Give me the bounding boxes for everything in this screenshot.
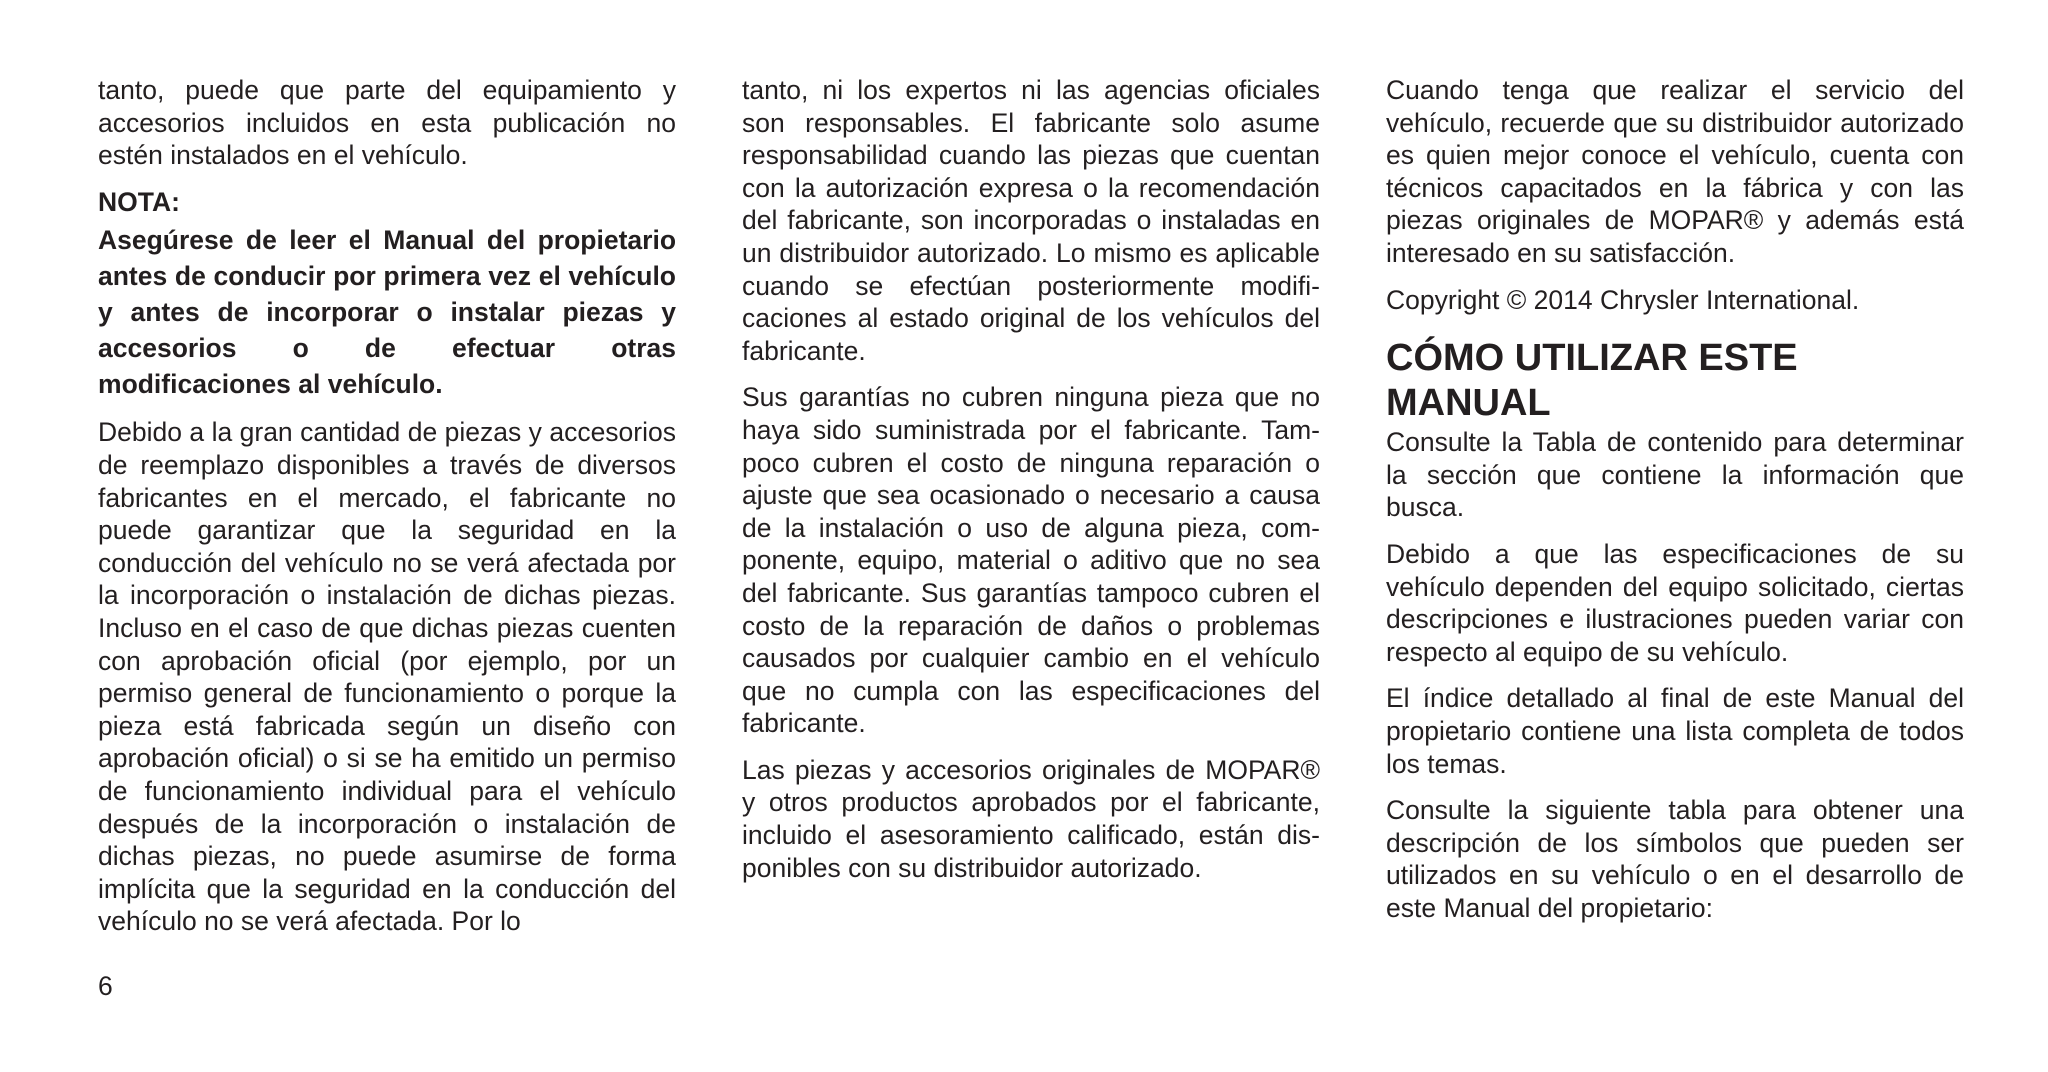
symbols-paragraph: Consulte la siguiente tabla para obtener una descripción de los símbolos que pueden ser utilizados en su vehículo o en el desarrollo de este Manual del propietario: <box>1386 795 1964 923</box>
table-of-contents-paragraph: Consulte la Tabla de contenido para determinar la sección que contiene la información que busca. <box>1386 427 1964 523</box>
manufacturer-responsibility-paragraph: tanto, ni los expertos ni las agencias oficiales son responsables. El fabricante solo asume responsabilidad cuando las piezas que cuentan con la autorización expresa o la recomendación del fabricante, son incorporadas o instaladas en un distribuidor autorizado. Lo mismo es aplicable cuando se efectúan posteriormente modificaciones al estado original de los vehículos del fabricante. <box>742 75 1320 366</box>
aftermarket-parts-paragraph: Debido a la gran cantidad de piezas y accesorios de reemplazo disponibles a través de diversos fabricantes en el mercado, el fabricante no puede garantizar que la seguridad en la conducción del vehículo no se verá afectada por la incorporación o instalación de dichas piezas. Incluso en el caso de que dichas piezas cuenten con aprobación oficial (por ejemplo, por un permiso general de funcionamiento o porque la pieza está fabricada según un diseño con aprobación oficial) o si se ha emitido un permiso de funcionamiento individual para el vehículo después de la incorporación o instalación de dichas piezas, no puede asumirse de forma implícita que la seguridad en la conducción del vehículo no se verá afectada. Por lo <box>98 417 676 937</box>
specifications-paragraph: Debido a que las especificaciones de su vehículo dependen del equipo solicitado, ciertas descripciones e ilustraciones pueden variar con respecto al equipo de su vehículo. <box>1386 538 1964 667</box>
copyright-notice: Copyright © 2014 Chrysler International. <box>1386 284 1860 315</box>
text-column-right <box>1386 74 1964 924</box>
intro-paragraph: tanto, puede que parte del equipamiento y accesorios incluidos en esta publicación no estén instalados en el vehículo. <box>98 75 676 171</box>
note-body: Asegúrese de leer el Manual del propietario antes de conducir por primera vez el vehículo y antes de incorporar o instalar piezas y accesorios o de efectuar otras modificaciones al vehículo. <box>98 225 676 400</box>
mopar-parts-paragraph: Las piezas y accesorios originales de MOPAR® y otros productos aprobados por el fabricante, incluido el asesoramiento calificado, están disponibles con su distribuidor autorizado. <box>742 754 1320 883</box>
service-paragraph: Cuando tenga que realizar el servicio del vehículo, recuerde que su distribuidor autorizado es quien mejor conoce el vehículo, cuenta con técnicos capacitados en la fábrica y con las piezas originales de MOPAR® y además está interesado en su satisfacción. <box>1386 75 1964 268</box>
text-column-middle <box>742 74 1320 884</box>
page-number: 6 <box>98 971 113 1001</box>
note-label: NOTA: <box>98 186 180 217</box>
index-paragraph: El índice detallado al final de este Manual del propietario contiene una lista completa de todos los temas. <box>1386 683 1964 779</box>
section-heading: CÓMO UTILIZAR ESTE MANUAL <box>1386 337 1798 425</box>
text-column-left <box>98 74 676 938</box>
warranty-paragraph: Sus garantías no cubren ninguna pieza que no haya sido suministrada por el fabricante. Tampoco cubren el costo de ninguna reparación o ajuste que sea ocasionado o necesario a causa de la instalación o uso de alguna pieza, componente, equipo, material o aditivo que no sea del fabricante. Sus garantías tampoco cubren el costo de la reparación de daños o problemas causados por cualquier cambio en el vehículo que no cumpla con las especificaciones del fabricante. <box>742 382 1320 739</box>
